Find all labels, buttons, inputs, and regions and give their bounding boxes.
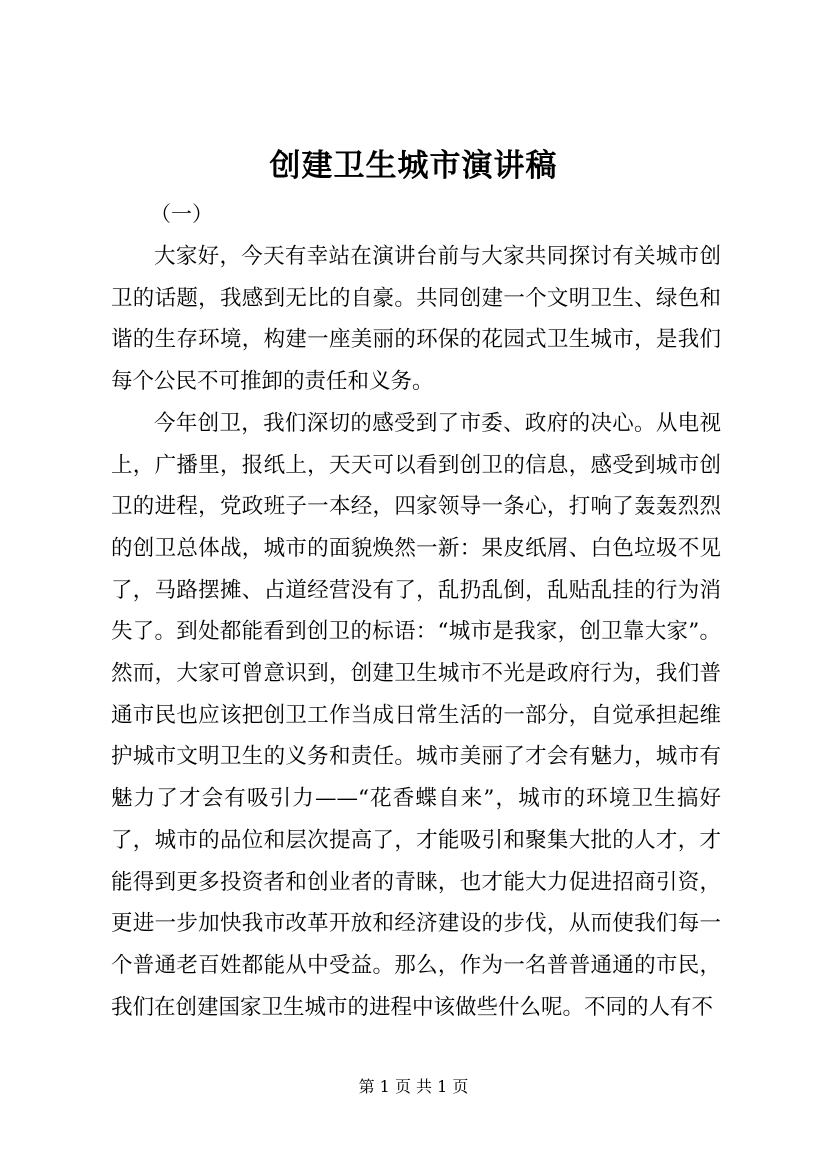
document-body xyxy=(111,236,721,1028)
page-footer: 第 1 页 共 1 页 xyxy=(358,1077,469,1096)
paragraph-1: 大家好，今天有幸站在演讲台前与大家共同探讨有关城市创卫的话题，我感到无比的自豪。共同创建一个文明卫生、绿色和谐的生存环境，构建一座美丽的环保的花园式卫生城市，是我们每个公民不可推卸的责任和义务。 xyxy=(111,244,721,395)
document-title: 创建卫生城市演讲稿 xyxy=(269,148,558,184)
paragraph-2: 今年创卫，我们深切的感受到了市委、政府的决心。从电视上，广播里，报纸上，天天可以看到创卫的信息，感受到城市创卫的进程，党政班子一本经，四家领导一条心，打响了轰轰烈烈的创卫总体战，城市的面貌焕然一新：果皮纸屑、白色垃圾不见了，马路摆摊、占道经营没有了，乱扔乱倒，乱贴乱挂的行为消失了。到处都能看到创卫的标语：“城市是我家，创卫靠大家”。然而，大家可曾意识到，创建卫生城市不光是政府行为，我们普通市民也应该把创卫工作当成日常生活的一部分，自觉承担起维护城市文明卫生的义务和责任。城市美丽了才会有魅力，城市有魅力了才会有吸引力——“花香蝶自来”，城市的环境卫生搞好了，城市的品位和层次提高了，才能吸引和聚集大批的人才，才能得到更多投资者和创业者的青睐，也才能大力促进招商引资，更进一步加快我市改革开放和经济建设的步伐，从而使我们每一个普通老百姓都能从中受益。那么，作为一名普普通通的市民，我们在创建国家卫生城市的进程中该做些什么呢。不同的人有不 xyxy=(111,410,721,1020)
section-label: （一） xyxy=(150,202,213,226)
